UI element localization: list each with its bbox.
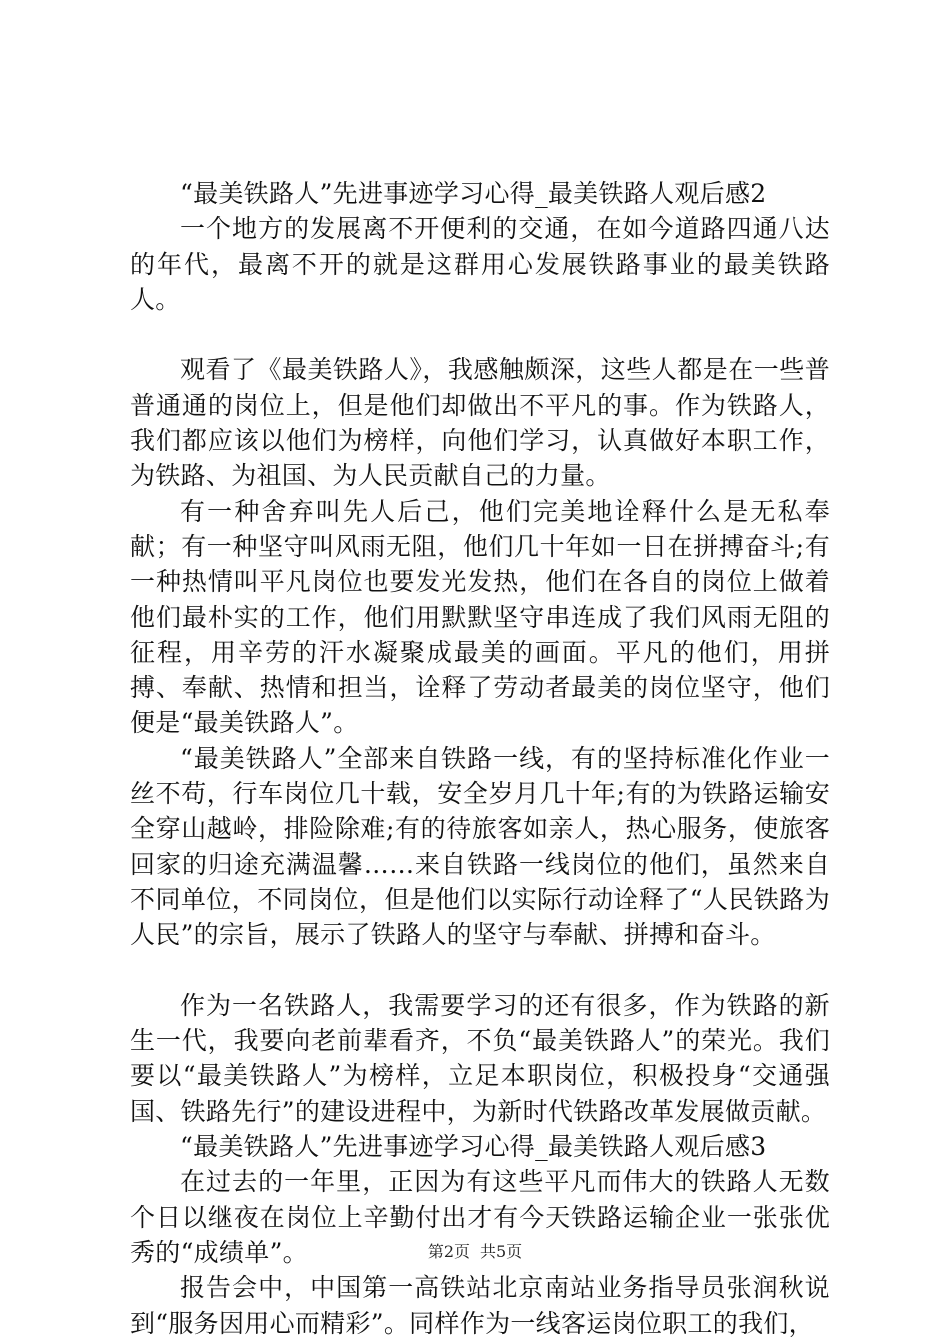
paragraph: “最美铁路人”全部来自铁路一线，有的坚持标准化作业一丝不苟，行车岗位几十载，安全岁月几十年;有的为铁路运输安全穿山越岭，排险除难;有的待旅客如亲人，热心服务，使旅客回家的归途充满温馨……来自铁路一线岗位的他们，虽然来自不同单位，不同岗位，但是他们以实际行动诠释了“人民铁路为人民”的宗旨，展示了铁路人的坚守与奉献、拼搏和奋斗。	[130, 743, 830, 950]
paragraph-gap	[130, 953, 830, 988]
section-title-3: “最美铁路人”先进事迹学习心得_最美铁路人观后感3	[180, 1132, 767, 1162]
paragraph: 有一种舍弃叫先人后己，他们完美地诠释什么是无私奉献；有一种坚守叫风雨无阻，他们几十年如一日在拼搏奋斗;有一种热情叫平凡岗位也要发光发热，他们在各自的岗位上做着他们最朴实的工作，他们用默默坚守串连成了我们风雨无阻的征程，用辛劳的汗水凝聚成最美的画面。平凡的他们，用拼搏、奉献、热情和担当，诠释了劳动者最美的岗位坚守，他们便是“最美铁路人”。	[130, 496, 830, 738]
paragraph: 观看了《最美铁路人》，我感触颇深，这些人都是在一些普普通通的岗位上，但是他们却做出不平凡的事。作为铁路人，我们都应该以他们为榜样，向他们学习，认真做好本职工作，为铁路、为祖国、为人民贡献自己的力量。	[130, 355, 830, 491]
paragraph: 一个地方的发展离不开便利的交通，在如今道路四通八达的年代，最离不开的就是这群用心发展铁路事业的最美铁路人。	[130, 214, 830, 314]
paragraph: 在过去的一年里，正因为有这些平凡而伟大的铁路人无数个日以继夜在岗位上辛勤付出才有今天铁路运输企业一张张优秀的“成绩单”。	[130, 1167, 830, 1267]
document-body	[130, 176, 830, 1341]
paragraph: 作为一名铁路人，我需要学习的还有很多，作为铁路的新生一代，我要向老前辈看齐，不负“最美铁路人”的荣光。我们要以“最美铁路人”为榜样，立足本职岗位，积极投身“交通强国、铁路先行”的建设进程中，为新时代铁路改革发展做贡献。	[130, 990, 830, 1126]
page-number: 第2页	[427, 1242, 470, 1261]
page-total: 共5页	[480, 1242, 523, 1261]
paragraph-gap	[130, 317, 830, 352]
section-title-2: “最美铁路人”先进事迹学习心得_最美铁路人观后感2	[180, 179, 767, 208]
page-footer	[0, 1242, 950, 1262]
paragraph: 报告会中，中国第一高铁站北京南站业务指导员张润秋说到“服务因用心而精彩”。同样作为一线客运岗位职工的我们，	[130, 1273, 830, 1338]
